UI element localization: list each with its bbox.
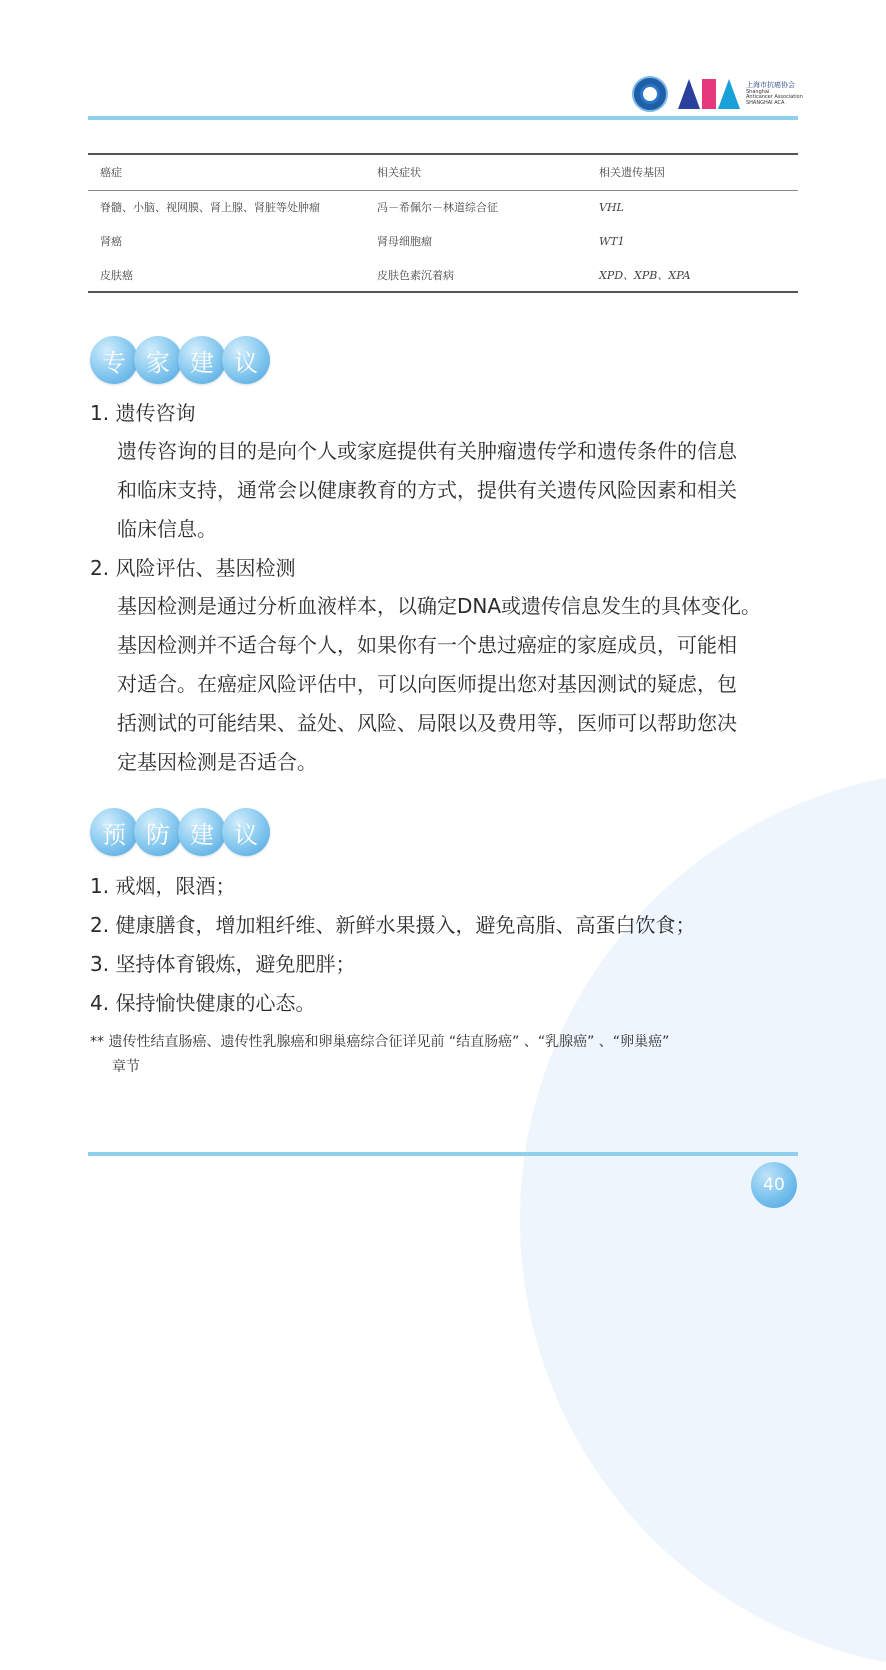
- aca-logo: [678, 79, 740, 109]
- logo-org-text: 上海市抗癌协会 Shanghai Anticancer Association SHANGHAI ACA: [746, 80, 803, 106]
- body-line: 遗传咨询的目的是向个人或家庭提供有关肿瘤遗传学和遗传条件的信息: [117, 439, 737, 463]
- header-logos: [632, 74, 803, 114]
- expert-advice-content: [90, 394, 806, 782]
- footnote: [90, 1030, 790, 1080]
- footer-rule: [88, 1152, 798, 1156]
- cell-symptom: 冯－希佩尔－林道综合征: [377, 201, 498, 215]
- heading-bubble: 议: [222, 336, 270, 384]
- cell-symptom: 皮肤色素沉着病: [377, 268, 454, 282]
- heading-bubble: 议: [222, 808, 270, 856]
- cell-cancer: 脊髓、小脑、视网膜、肾上腺、肾脏等处肿瘤: [100, 201, 320, 215]
- hereditary-cancer-table: [88, 153, 798, 293]
- table-row: [88, 190, 798, 224]
- table-header-row: [88, 154, 798, 190]
- body-line: 定基因检测是否适合。: [117, 750, 317, 774]
- heading-bubble: 专: [90, 336, 138, 384]
- column-header-symptom: 相关症状: [377, 166, 421, 180]
- cell-gene: WT1: [599, 234, 625, 248]
- body-line: 对适合。在癌症风险评估中，可以向医师提出您对基因测试的疑虑，包: [117, 672, 737, 696]
- cell-cancer: 皮肤癌: [100, 268, 133, 282]
- heading-bubble: 家: [134, 336, 182, 384]
- cell-cancer: 肾癌: [100, 235, 122, 248]
- page-number: 40: [751, 1162, 797, 1208]
- list-item: 4. 保持愉快健康的心态。: [90, 991, 316, 1015]
- body-line: 括测试的可能结果、益处、风险、局限以及费用等，医师可以帮助您决: [117, 711, 737, 735]
- list-item: 1. 戒烟，限酒；: [90, 874, 236, 898]
- column-header-cancer: 癌症: [100, 166, 122, 180]
- item-title-risk-assessment: 2. 风险评估、基因检测: [90, 556, 296, 580]
- footnote-text-cont: 章节: [112, 1059, 140, 1075]
- heading-bubble: 预: [90, 808, 138, 856]
- cell-gene: XPD、XPB、XPA: [599, 268, 691, 282]
- prevention-list: [90, 867, 695, 1023]
- heading-bubble: 建: [178, 336, 226, 384]
- body-line: 基因检测并不适合每个人，如果你有一个患过癌症的家庭成员，可能相: [117, 633, 737, 657]
- body-line: 临床信息。: [117, 517, 217, 541]
- table-row: [88, 224, 798, 258]
- expert-advice-heading: [90, 336, 266, 384]
- prevention-advice-heading: [90, 808, 266, 856]
- body-line: 基因检测是通过分析血液样本，以确定DNA或遗传信息发生的具体变化。: [117, 594, 762, 618]
- footnote-text: ** 遗传性结直肠癌、遗传性乳腺癌和卵巢癌综合征详见前 “结直肠癌” 、“乳腺癌” 、“卵巢癌”: [90, 1034, 670, 1050]
- table-row: [88, 258, 798, 292]
- cell-symptom: 肾母细胞瘤: [377, 235, 432, 248]
- heading-bubble: 防: [134, 808, 182, 856]
- list-item: 3. 坚持体育锻炼，避免肥胖；: [90, 952, 356, 976]
- heading-bubble: 建: [178, 808, 226, 856]
- list-item: 2. 健康膳食，增加粗纤维、新鲜水果摄入，避免高脂、高蛋白饮食；: [90, 913, 696, 937]
- column-header-gene: 相关遗传基因: [599, 166, 665, 180]
- cell-gene: VHL: [599, 200, 624, 214]
- item-title-genetic-counseling: 1. 遗传咨询: [90, 401, 196, 425]
- body-line: 和临床支持，通常会以健康教育的方式，提供有关遗传风险因素和相关: [117, 478, 737, 502]
- association-seal-logo: [632, 76, 668, 112]
- header-rule: [88, 116, 798, 120]
